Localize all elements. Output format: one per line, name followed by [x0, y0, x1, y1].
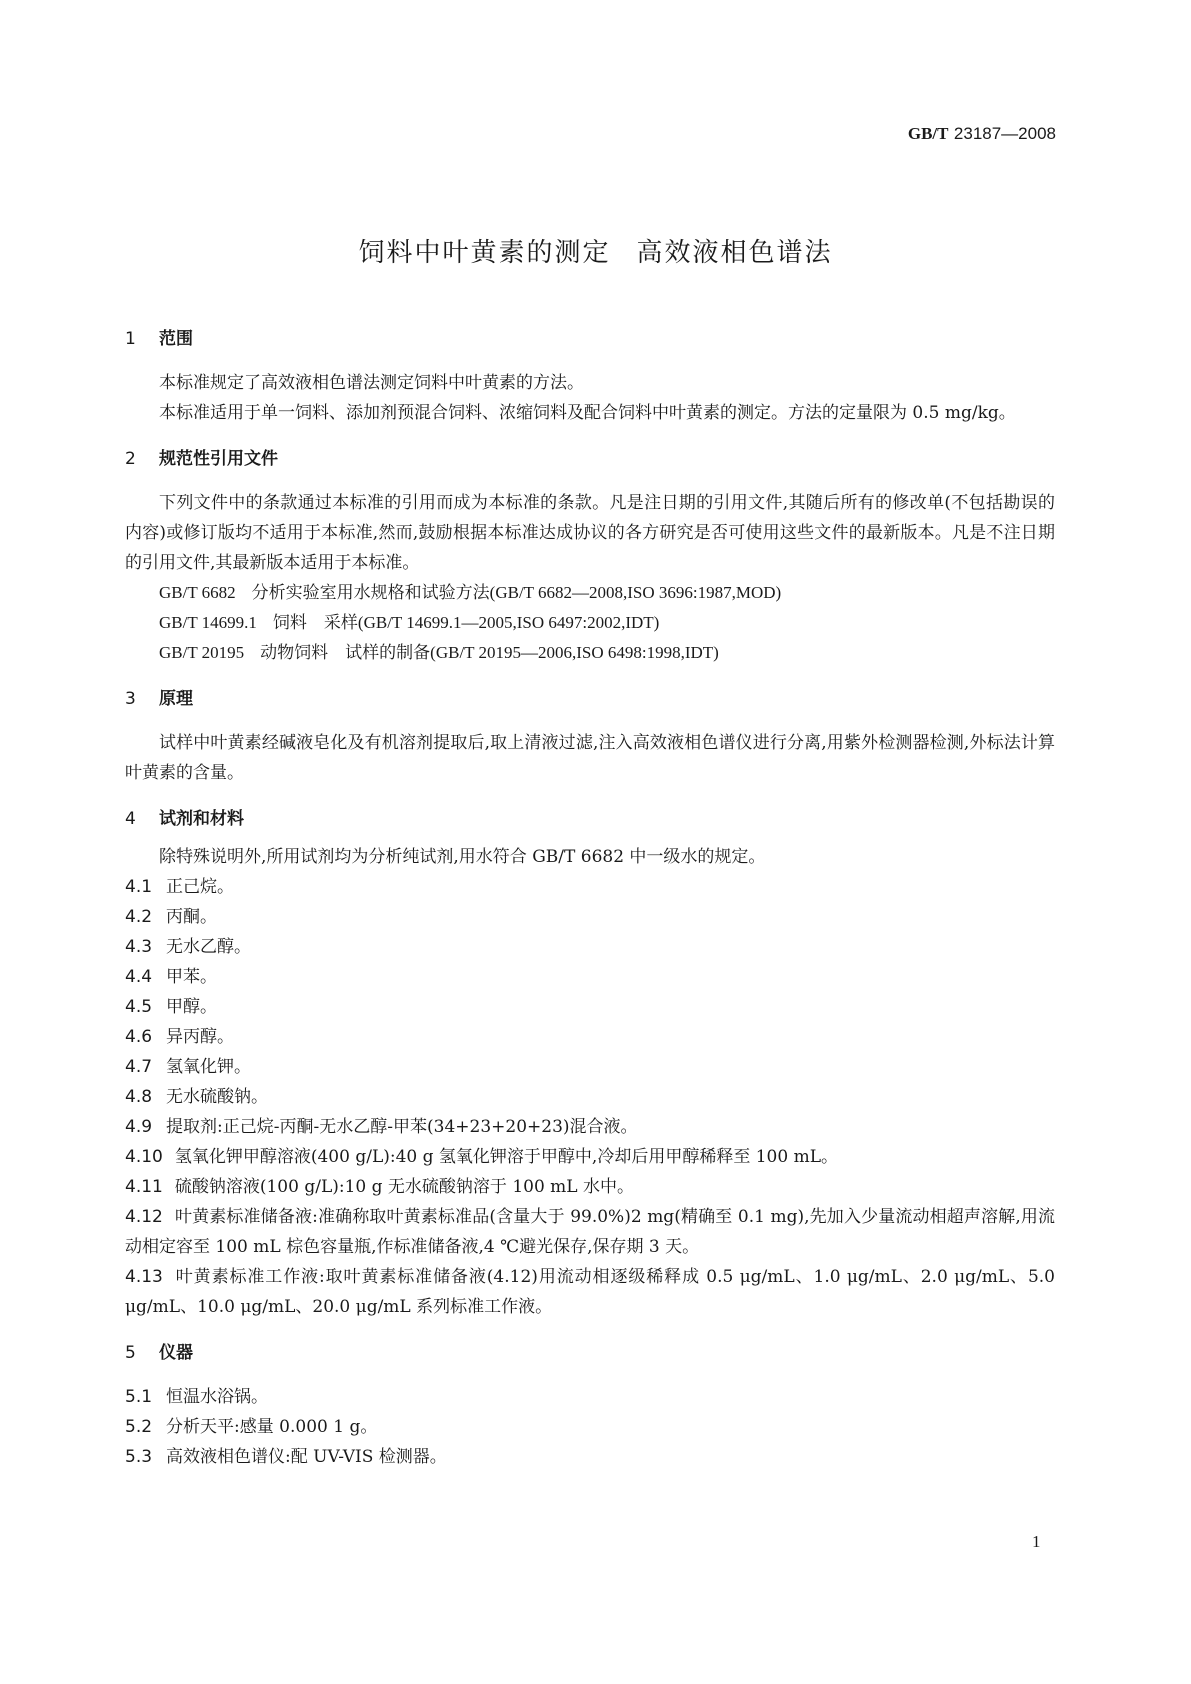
reference-code: GB/T 6682 — [159, 583, 236, 602]
clause-item — [125, 992, 1055, 1022]
reference-text: 分析实验室用水规格和试验方法(GB/T 6682—2008,ISO 3696:1987,MOD) — [251, 583, 782, 602]
reference-code: GB/T 14699.1 — [159, 613, 257, 632]
clause-item — [125, 1142, 1055, 1172]
section-number: 4 — [125, 809, 136, 829]
clause-text: 恒温水浴锅。 — [166, 1387, 269, 1407]
reference-code: GB/T 20195 — [159, 643, 245, 662]
clause-item — [125, 902, 1055, 932]
clause-text: 叶黄素标准储备液:准确称取叶黄素标准品(含量大于 99.0%)2 mg(精确至 0.1 mg),先加入少量流动相超声溶解,用流动相定容至 100 mL 棕色容量瓶,作标准储备液,4 ℃避光保存,保存期 3 天。 — [125, 1207, 1055, 1257]
clause-text: 氢氧化钾甲醇溶液(400 g/L):40 g 氢氧化钾溶于甲醇中,冷却后用甲醇稀释至 100 mL。 — [174, 1147, 838, 1167]
clause-number: 5.3 — [125, 1447, 153, 1467]
section-title: 规范性引用文件 — [159, 449, 278, 469]
reference-item — [125, 608, 1055, 638]
clause-number: 5.2 — [125, 1417, 153, 1437]
clause-number: 4.9 — [125, 1117, 153, 1137]
title-part-1: 饲料中叶黄素的测定 — [358, 238, 611, 268]
paragraph: 试样中叶黄素经碱液皂化及有机溶剂提取后,取上清液过滤,注入高效液相色谱仪进行分离,用紫外检测器检测,外标法计算叶黄素的含量。 — [125, 733, 1055, 783]
clause-text: 叶黄素标准工作液:取叶黄素标准储备液(4.12)用流动相逐级稀释成 0.5 μg/mL、1.0 μg/mL、2.0 μg/mL、5.0 μg/mL、10.0 μg/mL、20.0 μg/mL 系列标准工作液。 — [125, 1267, 1055, 1317]
section-number: 2 — [125, 449, 136, 469]
clause-text: 丙酮。 — [166, 907, 218, 927]
clause-item — [125, 962, 1055, 992]
clause-text: 提取剂:正己烷-丙酮-无水乙醇-甲苯(34+23+20+23)混合液。 — [166, 1117, 638, 1137]
reference-item — [125, 638, 1055, 668]
clause-item — [125, 1172, 1055, 1202]
clause-text: 无水乙醇。 — [166, 937, 252, 957]
paragraph: 除特殊说明外,所用试剂均为分析纯试剂,用水符合 GB/T 6682 中一级水的规定。 — [159, 847, 766, 867]
clause-number: 4.13 — [125, 1267, 163, 1287]
page-number: 1 — [1032, 1532, 1041, 1551]
clause-item — [125, 1082, 1055, 1112]
clause-item — [125, 932, 1055, 962]
section-heading — [125, 444, 1055, 474]
clause-text: 硫酸钠溶液(100 g/L):10 g 无水硫酸钠溶于 100 mL 水中。 — [174, 1177, 634, 1197]
clause-text: 甲苯。 — [166, 967, 218, 987]
clause-item — [125, 1412, 1055, 1442]
section-reagents — [125, 804, 1055, 1322]
clause-text: 异丙醇。 — [166, 1027, 235, 1047]
reference-text: 动物饲料 试样的制备(GB/T 20195—2006,ISO 6498:1998,IDT) — [260, 643, 719, 662]
section-number: 5 — [125, 1343, 136, 1363]
clause-text: 氢氧化钾。 — [166, 1057, 252, 1077]
standard-prefix: GB/T — [907, 124, 949, 143]
clause-item — [125, 1382, 1055, 1412]
section-title: 原理 — [159, 689, 193, 709]
section-title: 试剂和材料 — [159, 809, 244, 829]
paragraph: 本标准适用于单一饲料、添加剂预混合饲料、浓缩饲料及配合饲料中叶黄素的测定。方法的定量限为 0.5 mg/kg。 — [159, 403, 1016, 423]
section-normative-references — [125, 444, 1055, 668]
clause-number: 4.2 — [125, 907, 153, 927]
section-number: 3 — [125, 689, 136, 709]
clause-number: 4.6 — [125, 1027, 153, 1047]
clause-text: 无水硫酸钠。 — [166, 1087, 269, 1107]
clause-number: 4.12 — [125, 1207, 163, 1227]
standard-code: 23187—2008 — [953, 124, 1056, 143]
clause-item — [125, 1022, 1055, 1052]
clause-number: 4.1 — [125, 877, 153, 897]
standard-number — [908, 124, 1056, 144]
section-heading — [125, 804, 1055, 834]
reference-text: 饲料 采样(GB/T 14699.1—2005,ISO 6497:2002,IDT) — [272, 613, 660, 632]
paragraph: 本标准规定了高效液相色谱法测定饲料中叶黄素的方法。 — [159, 373, 584, 393]
clause-number: 4.5 — [125, 997, 153, 1017]
clause-text: 高效液相色谱仪:配 UV-VIS 检测器。 — [166, 1447, 447, 1467]
clause-item — [125, 1442, 1055, 1472]
reference-item — [125, 578, 1055, 608]
clause-number: 4.8 — [125, 1087, 153, 1107]
section-heading — [125, 324, 1055, 354]
section-title: 仪器 — [159, 1343, 193, 1363]
clause-number: 4.3 — [125, 937, 153, 957]
clause-text: 甲醇。 — [166, 997, 218, 1017]
clause-item — [125, 1112, 1055, 1142]
document-title — [0, 232, 1191, 269]
clause-number: 4.10 — [125, 1147, 163, 1167]
section-heading — [125, 684, 1055, 714]
section-principle — [125, 684, 1055, 788]
clause-item — [125, 872, 1055, 902]
clause-item — [125, 1262, 1055, 1322]
document-body — [125, 324, 1055, 1472]
clause-item — [125, 1052, 1055, 1082]
section-scope — [125, 324, 1055, 428]
clause-text: 正己烷。 — [166, 877, 235, 897]
section-number: 1 — [125, 329, 136, 349]
clause-number: 4.7 — [125, 1057, 153, 1077]
section-heading — [125, 1338, 1055, 1368]
paragraph: 下列文件中的条款通过本标准的引用而成为本标准的条款。凡是注日期的引用文件,其随后所有的修改单(不包括勘误的内容)或修订版均不适用于本标准,然而,鼓励根据本标准达成协议的各方研究是否可使用这些文件的最新版本。凡是不注日期的引用文件,其最新版本适用于本标准。 — [125, 493, 1055, 573]
clause-number: 4.4 — [125, 967, 153, 987]
clause-item — [125, 1202, 1055, 1262]
clause-number: 4.11 — [125, 1177, 163, 1197]
clause-text: 分析天平:感量 0.000 1 g。 — [166, 1417, 378, 1437]
section-title: 范围 — [159, 329, 193, 349]
section-apparatus — [125, 1338, 1055, 1472]
clause-number: 5.1 — [125, 1387, 153, 1407]
title-part-2: 高效液相色谱法 — [636, 238, 833, 268]
